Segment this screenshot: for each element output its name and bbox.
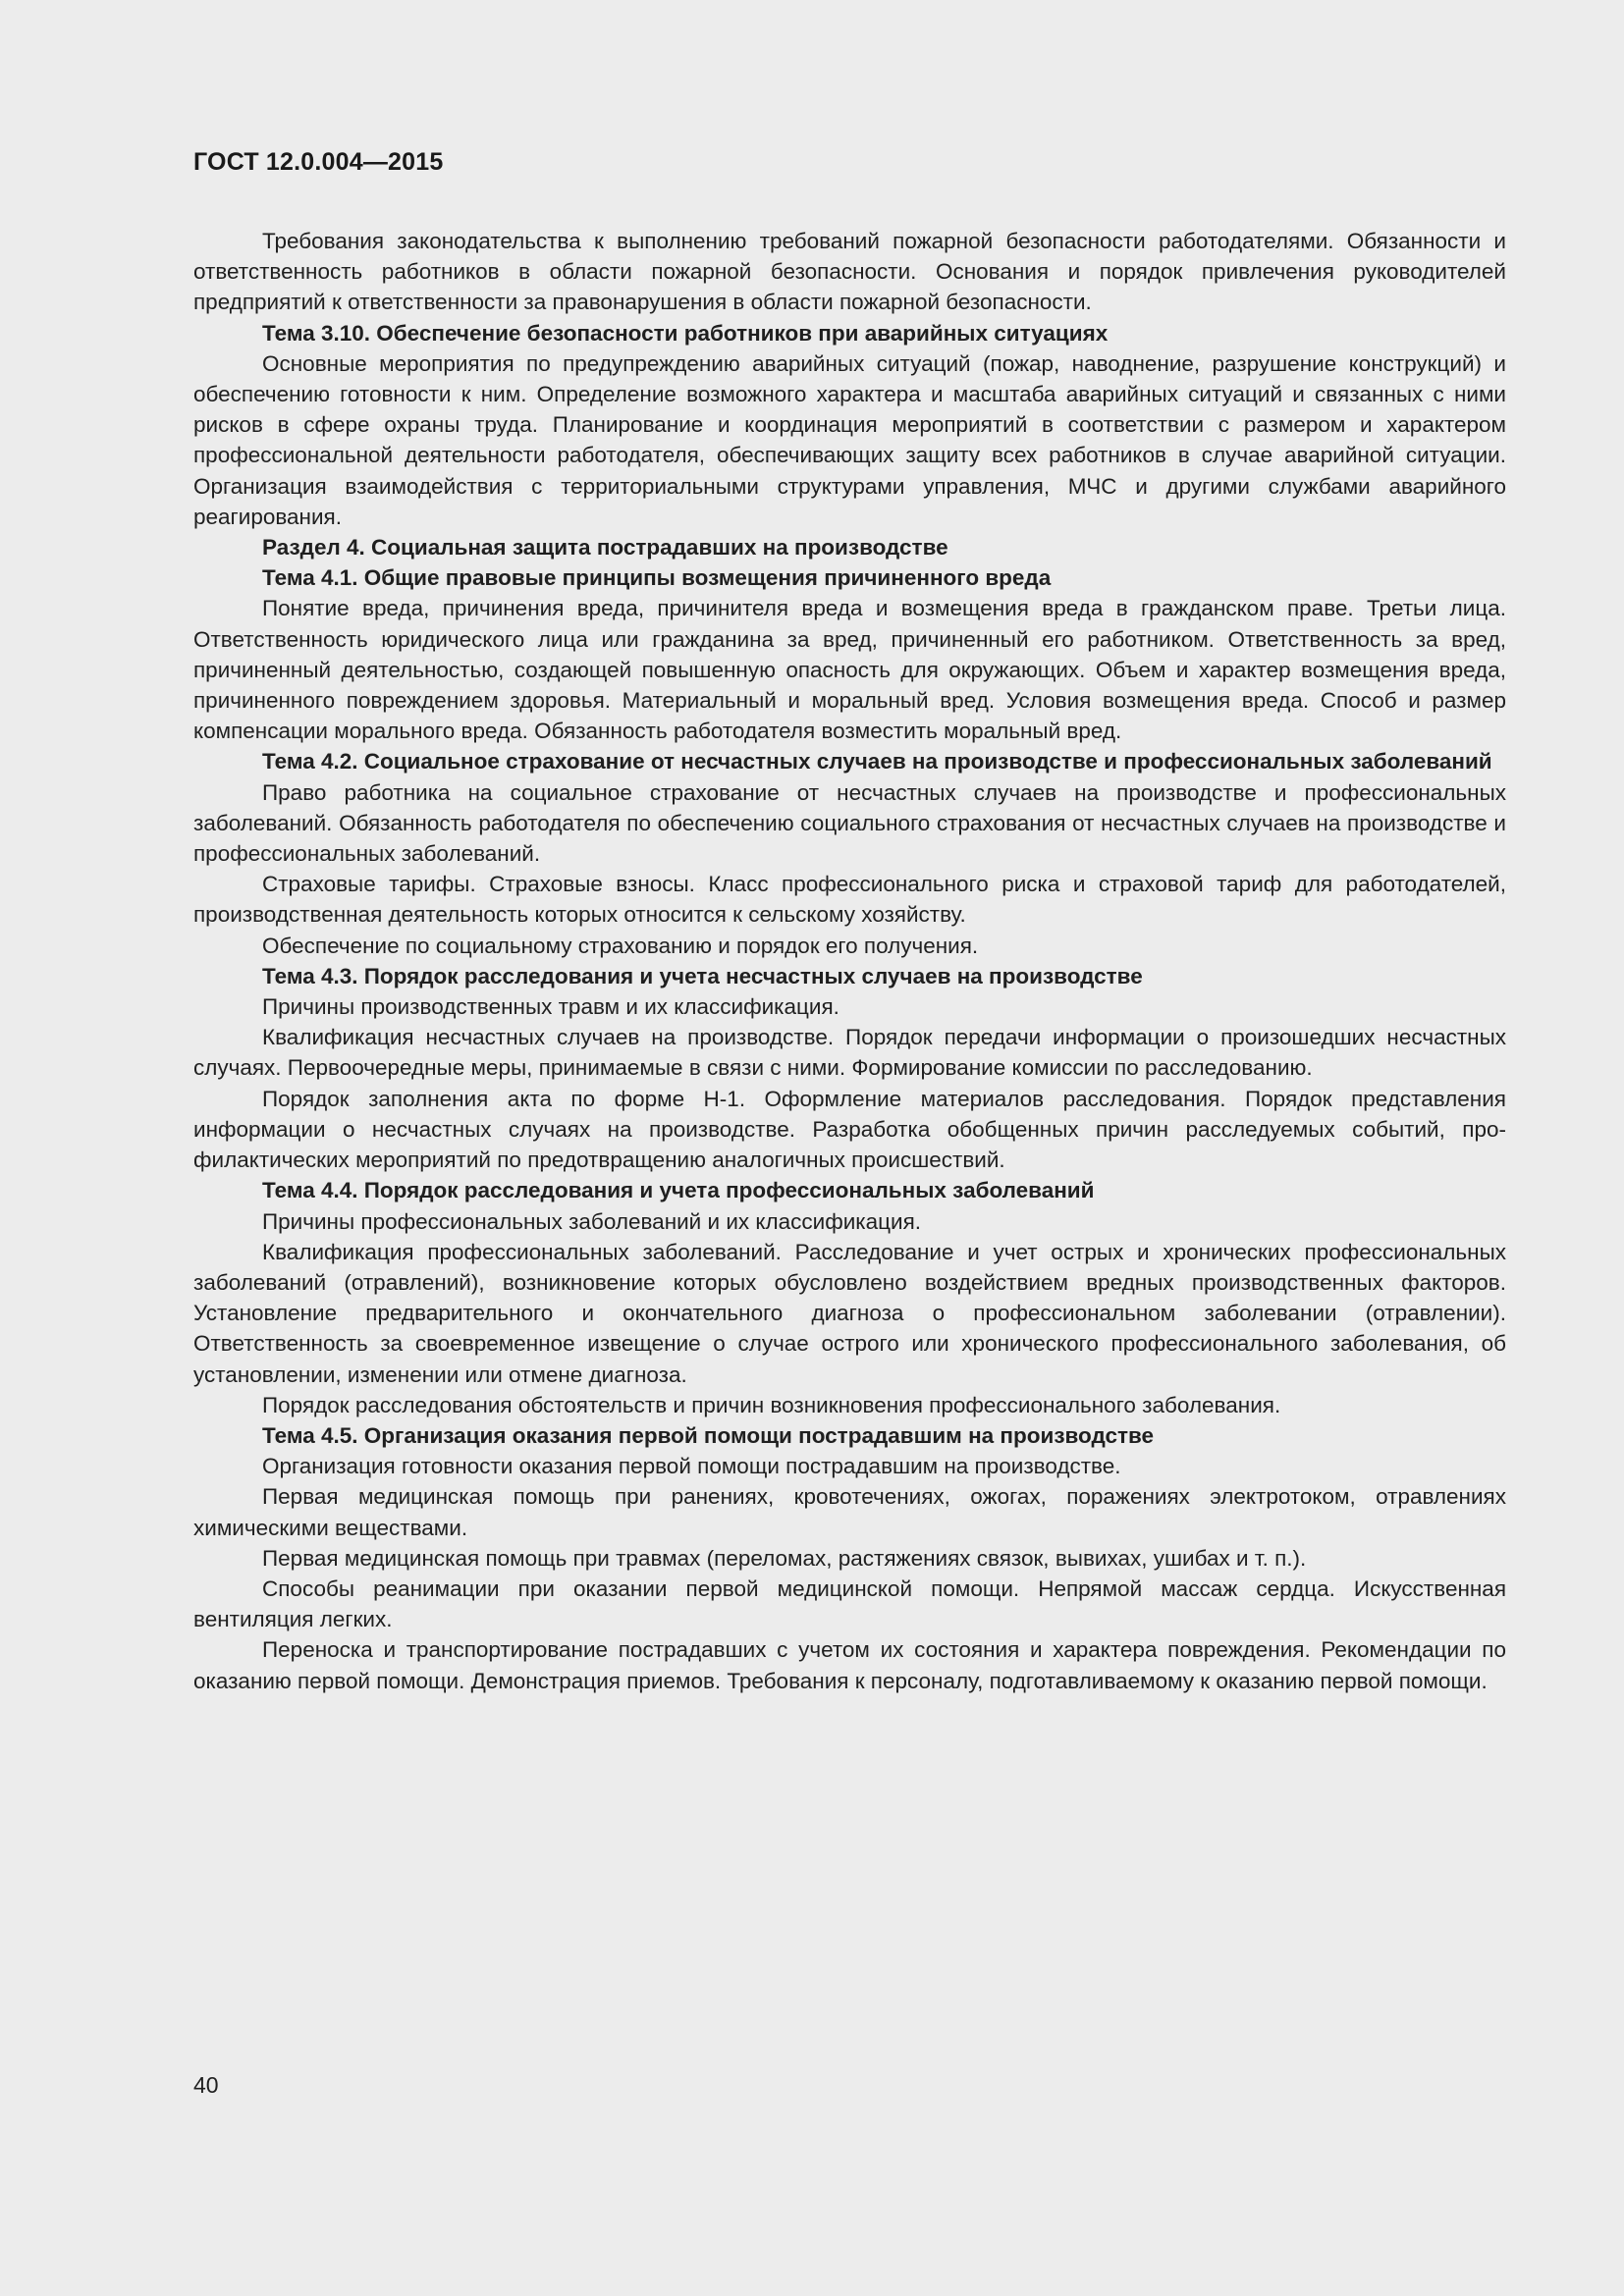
body-paragraph: Понятие вреда, причинения вреда, причинителя вреда и возмещения вреда в гражданском праве. Третьи лица. Ответственность юридического лица или гражданина за вред, причиненный его работником. Ответственность за вред, причиненный деятельностью, создающей повышенную опасность для окружающих. Объем и характер возмещения вреда, причиненного повреждением здоровья. Материальный и моральный вред. Условия возмещения вреда. Способ и размер компенсации морального вреда. Обязанность работодателя возместить моральный вред. xyxy=(193,596,1506,744)
body-paragraph: Основные мероприятия по предупреждению аварийных ситуаций (пожар, наводнение, разрушение конструкций) и обеспечению готовности к ним. Определение возможного характера и масштаба аварийных ситуаций и связанных с ними рисков в сфере охраны труда. Планирование и координация мероприятий в соответствии с размером и характером профессиональной деятельности работодателя, обеспечивающих защиту всех работников в случае аварийной ситуации. Организация взаимодействия с территориальными структурами управления, МЧС и другими службами аварийного реагирования. xyxy=(193,350,1506,529)
body-paragraph: Причины производственных травм и их классификация. xyxy=(262,994,839,1020)
section-heading: Тема 4.3. Порядок расследования и учета несчастных случаев на производстве xyxy=(262,963,1143,988)
body-paragraph: Порядок расследования обстоятельств и причин возникновения профессионального заболевания. xyxy=(262,1392,1281,1417)
body-paragraph: Первая медицинская помощь при ранениях, кровотечениях, ожогах, поражениях электротоком, отравлениях химическими веществами. xyxy=(193,1484,1506,1540)
body-paragraph: Квалификация несчастных случаев на производстве. Порядок передачи информации о произошедших несчастных случаях. Первоочередные меры, принимаемые в связи с ними. Формирование комиссии по расследованию. xyxy=(193,1025,1506,1081)
section-heading: Тема 4.2. Социальное страхование от несчастных случаев на производстве и профессиональных заболеваний xyxy=(262,749,1492,774)
body-paragraph: Организация готовности оказания первой помощи пострадавшим на производстве. xyxy=(262,1454,1121,1479)
body-paragraph: Порядок заполнения акта по форме Н-1. Оформление материалов расследования. Порядок представления информации о несчастных случаях на производстве. Разработка обобщенных причин расследуемых событий, профилактических мероприятий по предотвращению аналогичных происшествий. xyxy=(193,1086,1506,1173)
document-body xyxy=(193,226,1506,1696)
body-paragraph: Страховые тарифы. Страховые взносы. Класс профессионального риска и страховой тариф для работодателей, производственная деятельность которых относится к сельскому хозяйству. xyxy=(193,872,1506,928)
section-heading: Раздел 4. Социальная защита пострадавших на производстве xyxy=(262,535,948,561)
section-heading: Тема 4.5. Организация оказания первой помощи пострадавшим на производстве xyxy=(262,1422,1155,1448)
body-paragraph: Переноска и транспортирование пострадавших с учетом их состояния и характера повреждения. Рекомендации по оказанию первой помощи. Демонстрация приемов. Требования к персоналу, подготавливаемому к оказанию первой помощи. xyxy=(193,1637,1506,1693)
body-paragraph: Обеспечение по социальному страхованию и порядок его получения. xyxy=(262,933,979,958)
document-header: ГОСТ 12.0.004—2015 xyxy=(193,148,444,176)
body-paragraph: Квалификация профессиональных заболеваний. Расследование и учет острых и хронических профессиональных заболеваний (отравлений), возникновение которых обусловлено воздействием вредных производственных факторов. Установление предварительного и окончательного диагноза о профессиональном заболевании (отравлении). Ответственность за своевременное извещение о случае острого или хронического профессионального заболевания, об установлении, изменении или отмене диагноза. xyxy=(193,1239,1506,1387)
body-paragraph: Причины профессиональных заболеваний и их классификация. xyxy=(262,1208,922,1234)
body-paragraph: Требования законодательства к выполнению требований пожарной безопасности работодателями. Обязанности и ответственность работников в области пожарной безопасности. Основания и порядок привлечения руководителей предприятий к ответственности за правонарушения в области пожарной безопасности. xyxy=(193,229,1506,315)
body-paragraph: Способы реанимации при оказании первой медицинской помощи. Непрямой массаж сердца. Искусственная вентиляция легких. xyxy=(193,1575,1506,1632)
body-paragraph: Первая медицинская помощь при травмах (переломах, растяжениях связок, вывихах, ушибах и т. п.). xyxy=(262,1545,1307,1571)
section-heading: Тема 3.10. Обеспечение безопасности работников при аварийных ситуациях xyxy=(262,320,1109,346)
page-number: 40 xyxy=(193,2072,219,2098)
body-paragraph: Право работника на социальное страхование от несчастных случаев на производстве и профессиональных заболеваний. Обязанность работодателя по обеспечению социального страхования от несчастных случаев на производстве и профессиональных заболеваний. xyxy=(193,779,1506,867)
section-heading: Тема 4.4. Порядок расследования и учета профессиональных заболеваний xyxy=(262,1178,1095,1203)
section-heading: Тема 4.1. Общие правовые принципы возмещения причиненного вреда xyxy=(262,565,1052,591)
